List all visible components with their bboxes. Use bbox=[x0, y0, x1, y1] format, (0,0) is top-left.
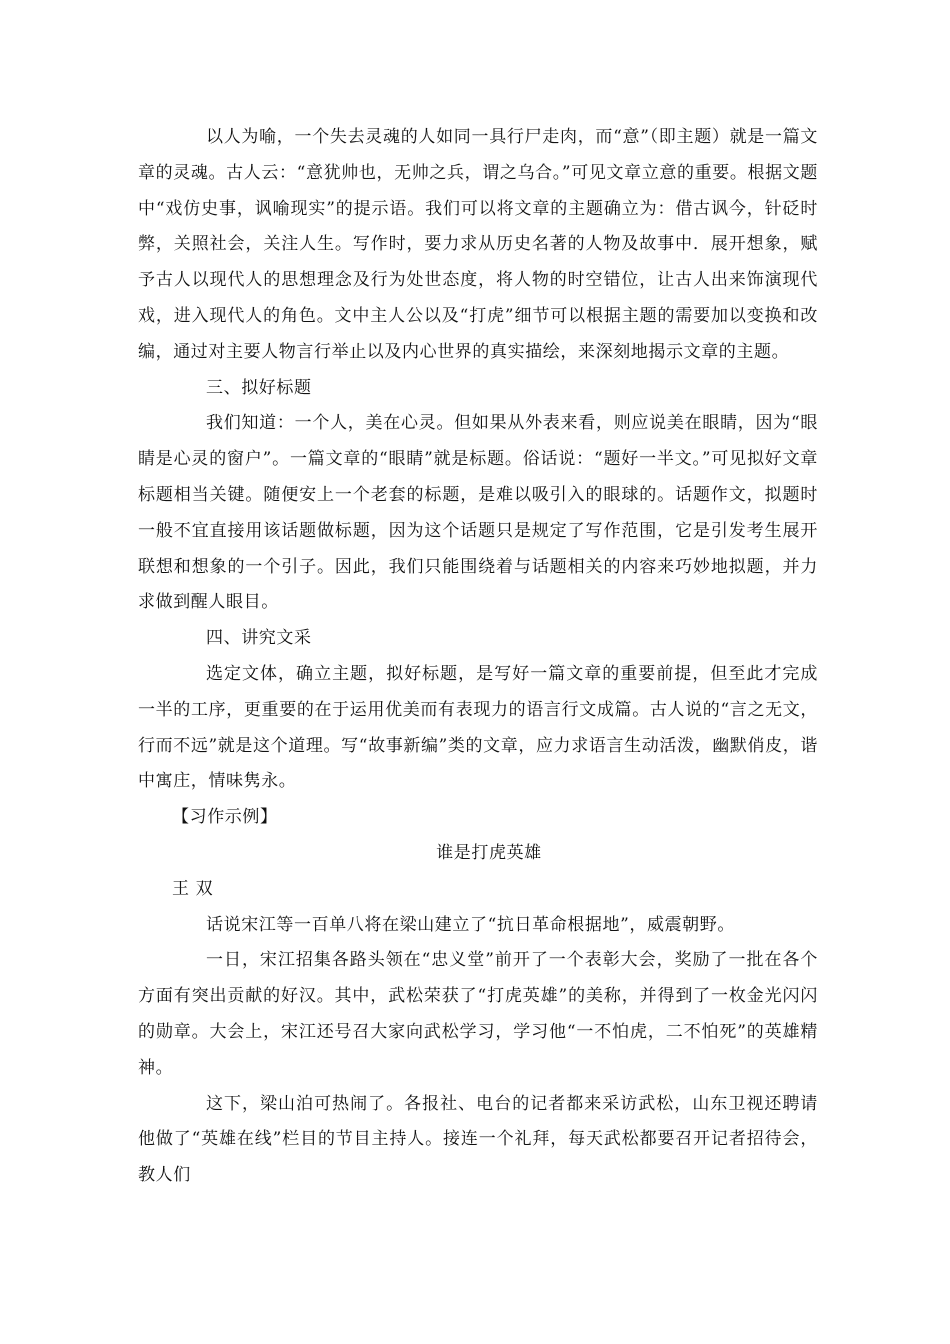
body-text bbox=[138, 120, 818, 1194]
author-name: 王 双 bbox=[172, 878, 214, 899]
paragraph-title: 我们知道：一个人，美在心灵。但如果从外表来看，则应说美在眼睛，因为“眼睛是心灵的窗户”。一篇文章的“眼睛”就是标题。俗话说：“题好一半文。”可见拟好文章标题相当关键。随便安上一个老套的标题，是难以吸引入的眼球的。话题作文，拟题时一般不宜直接用该话题做标题，因为这个话题只是规定了写作范围，它是引发考生展开联想和想象的一个引子。因此，我们只能围绕着与话题相关的内容来巧妙地拟题，并力求做到醒人眼目。 bbox=[138, 413, 818, 613]
article-title: 谁是打虎英雄 bbox=[436, 842, 542, 863]
story-paragraph-1: 话说宋江等一百单八将在梁山建立了“抗日革命根据地”，威震朝野。 bbox=[206, 914, 735, 935]
story-paragraph-3: 这下，梁山泊可热闹了。各报社、电台的记者都来采访武松，山东卫视还聘请他做了“英雄在线”栏目的节目主持人。接连一个礼拜，每天武松都要召开记者招待会，教人们 bbox=[138, 1093, 818, 1186]
section-heading-4: 四、讲究文采 bbox=[206, 628, 312, 649]
paragraph-style: 选定文体，确立主题，拟好标题，是写好一篇文章的重要前提，但至此才完成一半的工序，更重要的在于运用优美而有表现力的语言行文成篇。古人说的“言之无文，行而不远”就是这个道理。写“故事新编”类的文章，应力求语言生动活泼，幽默俏皮，谐中寓庄，情味隽永。 bbox=[138, 663, 818, 792]
section-heading-3: 三、拟好标题 bbox=[206, 377, 312, 398]
story-paragraph-2: 一日，宋江招集各路头领在“忠义堂”前开了一个表彰大会，奖励了一批在各个方面有突出贡献的好汉。其中，武松荣获了“打虎英雄”的美称，并得到了一枚金光闪闪的勋章。大会上，宋江还号召大家向武松学习，学习他“一不怕虎，二不怕死”的英雄精神。 bbox=[138, 950, 818, 1078]
paragraph-theme: 以人为喻，一个失去灵魂的人如同一具行尸走肉，而“意”（即主题）就是一篇文章的灵魂。古人云：“意犹帅也，无帅之兵，谓之乌合。”可见文章立意的重要。根据文题中“戏仿史事，讽喻现实”的提示语。我们可以将文章的主题确立为：借古讽今，针砭时弊，关照社会，关注人生。写作时，要力求从历史名著的人物及故事中．展开想象，赋予古人以现代人的思想理念及行为处世态度，将人物的时空错位，让古人出来饰演现代戏，进入现代人的角色。文中主人公以及“打虎”细节可以根据主题的需要加以变换和改编，通过对主要人物言行举止以及内心世界的真实描绘，来深刻地揭示文章的主题。 bbox=[138, 127, 818, 362]
example-label: 【习作示例】 bbox=[172, 807, 278, 828]
